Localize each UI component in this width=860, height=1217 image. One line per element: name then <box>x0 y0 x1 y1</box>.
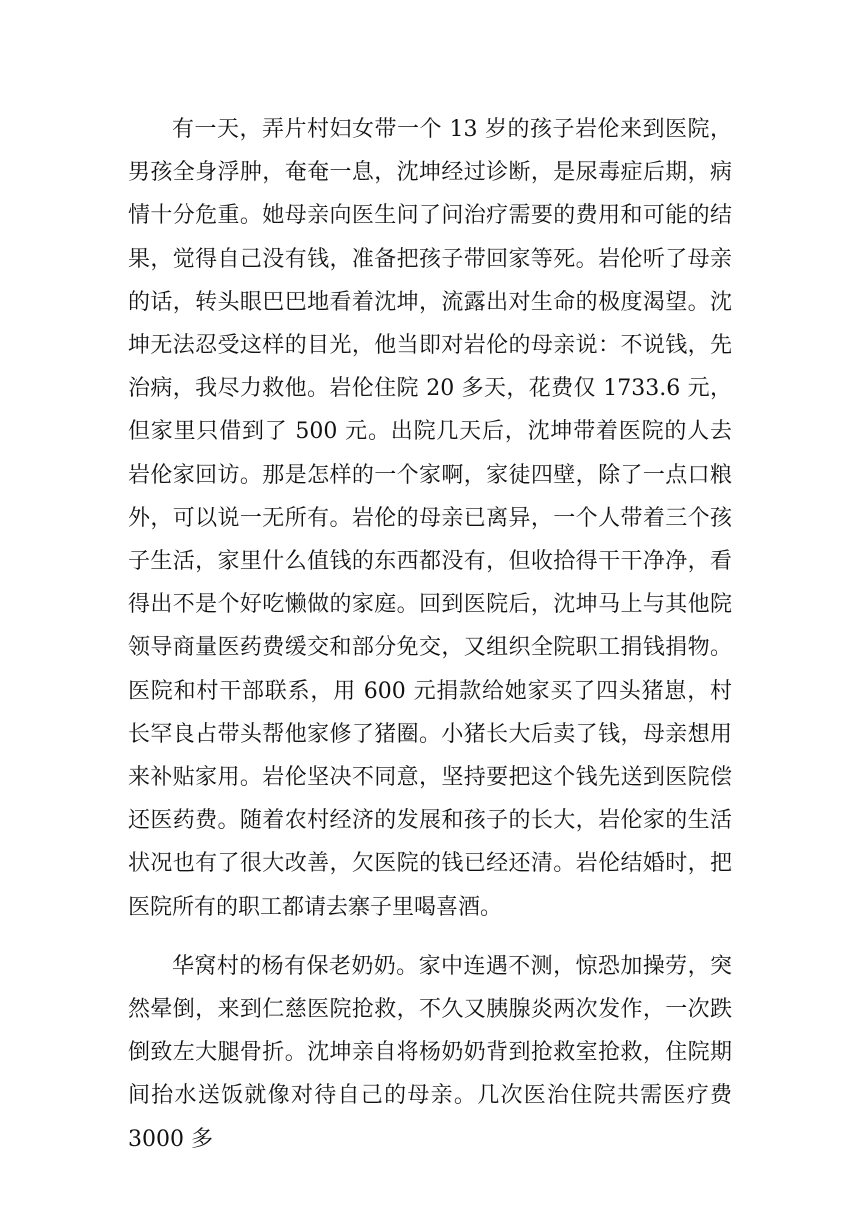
paragraph-2: 华窝村的杨有保老奶奶。家中连遇不测，惊恐加操劳，突然晕倒，来到仁慈医院抢救，不久又胰腺炎两次发作，一次跌倒致左大腿骨折。沈坤亲自将杨奶奶背到抢救室抢救，住院期间抬水送饭就像对待自己的母亲。几次医治住院共需医疗费 3000 多 <box>128 953 732 1152</box>
body-text <box>128 108 732 1161</box>
paragraph-1: 有一天，弄片村妇女带一个 13 岁的孩子岩伦来到医院，男孩全身浮肿，奄奄一息，沈坤经过诊断，是尿毒症后期，病情十分危重。她母亲向医生问了问治疗需要的费用和可能的结果，觉得自己没有钱，准备把孩子带回家等死。岩伦听了母亲的话，转头眼巴巴地看着沈坤，流露出对生命的极度渴望。沈坤无法忍受这样的目光，他当即对岩伦的母亲说：不说钱，先治病，我尽力救他。岩伦住院 20 多天，花费仅 1733.6 元，但家里只借到了 500 元。出院几天后，沈坤带着医院的人去岩伦家回访。那是怎样的一个家啊，家徒四壁，除了一点口粮外，可以说一无所有。岩伦的母亲已离异，一个人带着三个孩子生活，家里什么值钱的东西都没有，但收拾得干干净净，看得出不是个好吃懒做的家庭。回到医院后，沈坤马上与其他院领导商量医药费缓交和部分免交，又组织全院职工捐钱捐物。医院和村干部联系，用 600 元捐款给她家买了四头猪崽，村长罕良占带头帮他家修了猪圈。小猪长大后卖了钱，母亲想用来补贴家用。岩伦坚决不同意，坚持要把这个钱先送到医院偿还医药费。随着农村经济的发展和孩子的长大，岩伦家的生活状况也有了很大改善，欠医院的钱已经还清。岩伦结婚时，把医院所有的职工都请去寨子里喝喜酒。 <box>128 117 732 920</box>
